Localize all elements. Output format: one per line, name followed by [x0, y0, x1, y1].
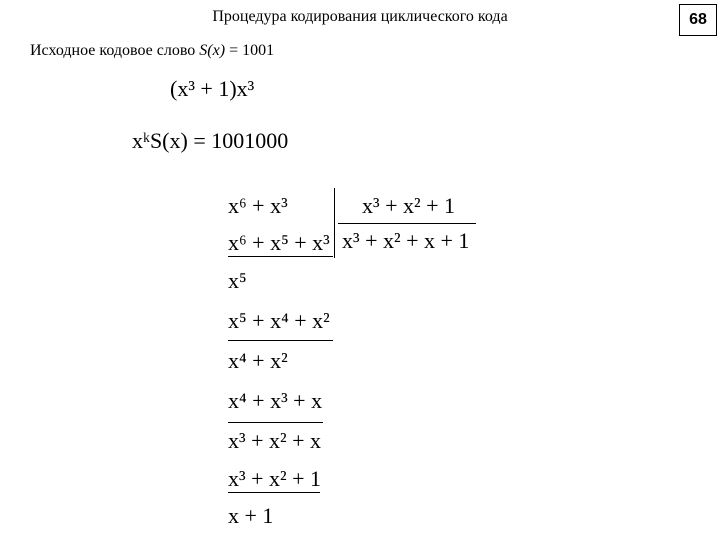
intro-value: = 1001 — [225, 42, 275, 59]
intro-label: Исходное кодовое слово — [30, 42, 200, 59]
division-step: x⁴ + x² — [228, 348, 288, 373]
divisor-underline — [338, 223, 476, 224]
polynomial-formula: (x³ + 1)x³ — [170, 76, 255, 101]
division-step: x⁴ + x³ + x — [228, 388, 323, 413]
remainder: x + 1 — [228, 503, 274, 528]
intro-symbol: S(x) — [199, 42, 226, 59]
division-step: x⁶ + x⁵ + x³ — [228, 230, 330, 255]
division-step: x⁵ + x⁴ + x² — [228, 308, 330, 333]
page-number: 68 — [679, 4, 717, 36]
intro-line — [30, 42, 274, 60]
dividend: x⁶ + x³ — [228, 193, 288, 218]
step-underline — [228, 422, 323, 423]
divisor: x³ + x² + 1 — [362, 193, 456, 218]
division-step: x⁵ — [228, 268, 247, 293]
page-title: Процедура кодирования циклического кода — [212, 8, 508, 25]
step-underline — [228, 256, 333, 257]
division-step: x³ + x² + 1 — [228, 466, 322, 491]
step-underline — [228, 340, 333, 341]
division-step: x³ + x² + x — [228, 428, 322, 453]
division-vertical-bar — [334, 188, 335, 258]
quotient: x³ + x² + x + 1 — [342, 228, 470, 253]
step-underline — [228, 492, 320, 493]
shifted-formula: xᵏS(x) = 1001000 — [132, 128, 289, 153]
